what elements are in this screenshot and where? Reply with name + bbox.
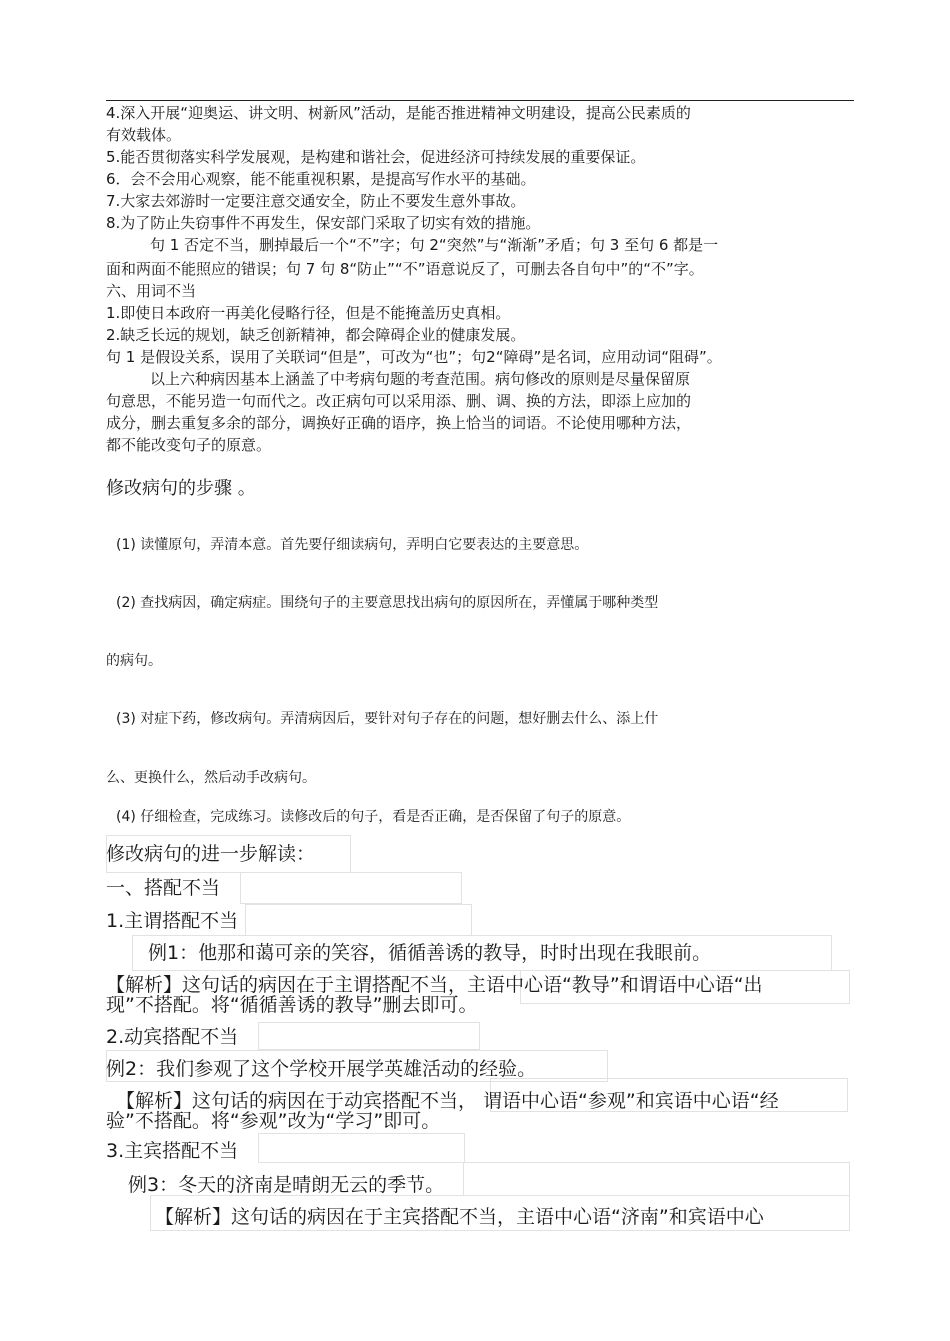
example-line: 例1：他那和蔼可亲的笑容，循循善诱的教导，时时出现在我眼前。 [148, 942, 712, 964]
text-line: 面和两面不能照应的错误；句 7 句 8“防止”“不”语意说反了，可删去各自句中”的“不”字。 [106, 260, 704, 278]
step-item: 么、更换什么，然后动手改病句。 [106, 770, 316, 786]
subsection-heading: 3.主宾搭配不当 [106, 1140, 239, 1162]
text-box-outline [258, 1133, 465, 1163]
text-box-outline [258, 1022, 480, 1050]
text-line: 以上六种病因基本上涵盖了中考病句题的考查范围。病句修改的原则是尽量保留原 [150, 370, 691, 388]
text-line: 6．会不会用心观察，能不能重视积累，是提高写作水平的基础。 [106, 170, 536, 188]
text-line: 句 1 是假设关系，误用了关联词“但是”，可改为“也”；句2“障碍”是名词，应用动词“阻碍”。 [106, 348, 722, 366]
analysis-line: 现”不搭配。将“循循善诱的教导”删去即可。 [106, 994, 478, 1016]
step-item: (3) 对症下药，修改病句。弄清病因后，要针对句子存在的问题，想好删去什么、添上什 [116, 711, 659, 727]
text-line: 7.大家去郊游时一定要注意交通安全，防止不要发生意外事故。 [106, 192, 526, 210]
analysis-line: 【解析】这句话的病因在于主谓搭配不当，主语中心语“教导”和谓语中心语“出 [106, 974, 763, 996]
section-heading: 六、用词不当 [106, 282, 197, 300]
step-item: (4) 仔细检查，完成练习。读修改后的句子，看是否正确，是否保留了句子的原意。 [116, 809, 631, 825]
text-line: 4.深入开展“迎奥运、讲文明、树新风”活动，是能否推进精神文明建设，提高公民素质的 [106, 104, 691, 122]
text-box-outline [240, 872, 462, 904]
analysis-line: 【解析】这句话的病因在于动宾搭配不当， 谓语中心语“参观”和宾语中心语“经 [116, 1090, 779, 1112]
subsection-heading: 2.动宾搭配不当 [106, 1026, 239, 1048]
step-item: (2) 查找病因，确定病症。围绕句子的主要意思找出病句的原因所在，弄懂属于哪种类型 [116, 595, 659, 611]
text-line: 都不能改变句子的原意。 [106, 436, 272, 454]
analysis-line: 【解析】这句话的病因在于主宾搭配不当，主语中心语“济南”和宾语中心 [155, 1206, 764, 1228]
text-line: 8.为了防止失窃事件不再发生，保安部门采取了切实有效的措施。 [106, 214, 541, 232]
text-line: 句 1 否定不当，删掉最后一个“不”字；句 2“突然”与“渐渐”矛盾；句 3 至句 6 都是一 [150, 236, 719, 254]
example-line: 例3：冬天的济南是晴朗无云的季节。 [128, 1174, 445, 1196]
example-line: 例2：我们参观了这个学校开展学英雄活动的经验。 [106, 1058, 537, 1080]
text-line: 成分，删去重复多余的部分，调换好正确的语序，换上恰当的词语。不论使用哪种方法， [106, 414, 692, 432]
text-box-outline [463, 1162, 850, 1196]
analysis-line: 验”不搭配。将“参观”改为“学习”即可。 [106, 1110, 441, 1132]
text-line: 有效载体。 [106, 126, 182, 144]
step-item: 的病句。 [106, 653, 162, 669]
further-title: 修改病句的进一步解读： [106, 843, 316, 865]
text-box-outline [245, 904, 472, 936]
text-line: 句意思，不能另造一句而代之。改正病句可以采用添、删、调、换的方法，即添上应加的 [106, 392, 692, 410]
text-line: 5.能否贯彻落实科学发展观，是构建和谐社会，促进经济可持续发展的重要保证。 [106, 148, 646, 166]
header-rule [106, 100, 854, 101]
subsection-heading: 1.主谓搭配不当 [106, 910, 239, 932]
text-line: 1.即使日本政府一再美化侵略行径，但是不能掩盖历史真相。 [106, 304, 511, 322]
step-item: (1) 读懂原句，弄清本意。首先要仔细读病句，弄明白它要表达的主要意思。 [116, 537, 589, 553]
section-heading: 一、搭配不当 [106, 877, 221, 899]
text-line: 2.缺乏长远的规划，缺乏创新精神，都会障碍企业的健康发展。 [106, 326, 526, 344]
steps-heading: 修改病句的步骤 。 [106, 478, 256, 499]
